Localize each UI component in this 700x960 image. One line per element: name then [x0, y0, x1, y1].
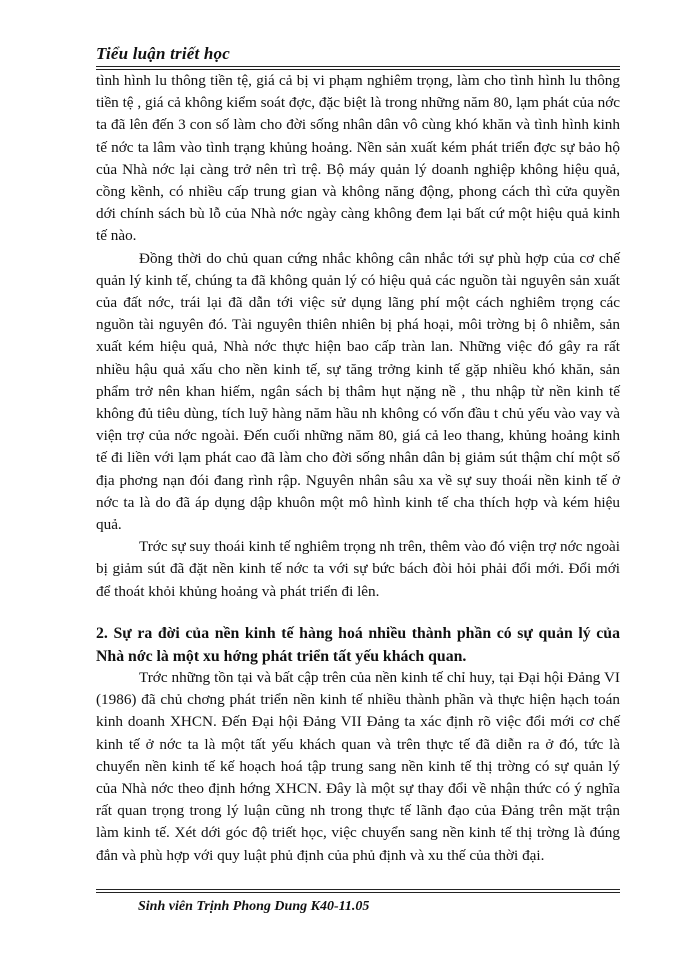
footer-rule-double [96, 892, 620, 893]
paragraph: Trớc sự suy thoái kinh tế nghiêm trọng nh trên, thêm vào đó viện trợ nớc ngoài bị giảm sút đã đặt nền kinh tế nớc ta với sự bức bách đòi hỏi phải đổi mới. Đổi mới để thoát khỏi khủng hoảng và phát triển đi lên. [96, 538, 620, 600]
paragraph: Đồng thời do chủ quan cứng nhắc không cân nhắc tới sự phù hợp của cơ chế quản lý kinh tế, chúng ta đã không quản lý có hiệu quả các nguồn tài nguyên sản xuất của đất nớc, trái lại đã dẫn tới việc sử dụng lãng phí một cách nghiêm trọng các nguồn tài nguyên đó. Tài nguyên thiên nhiên bị phá hoại, môi trờng bị ô nhiễm, sản xuất kém hiệu quả, Nhà nớc thực hiện bao cấp tràn lan. Những việc đó gây ra rất nhiều hậu quả xấu cho nền kinh tế, sự tăng trởng kinh tế gặp nhiều khó khăn, sản phẩm trở nên khan hiếm, ngân sách bị thâm hụt nặng nề , thu nhập từ nền kinh tế không đủ tiêu dùng, tích luỹ hàng năm hầu nh không có vốn đầu t chủ yếu vào vay và viện trợ của nớc ngoài. Đến cuối những năm 80, giá cả leo thang, khủng hoảng kinh tế đi liền với lạm phát cao đã làm cho đời sống nhân dân bị giảm sút thậm chí một số địa phơng nạn đói đang rình rập. Nguyên nhân sâu xa về sự suy thoái nền kinh tế ở nớc ta là do đã áp dụng dập khuôn một mô hình kinh tế cha thích hợp và kém hiệu quả. [96, 249, 620, 534]
paragraph: Trớc những tồn tại và bất cập trên của nền kinh tế chỉ huy, tại Đại hội Đảng VI (1986) đã chủ chơng phát triển nền kinh tế nhiều thành phần và thực hiện hạch toán kinh doanh XHCN. Đến Đại hội Đảng VII Đảng ta xác định rõ việc đổi mới cơ chế kinh tế ở nớc ta là một tất yếu khách quan và trên thực tế đã diễn ra ở đó, tức là chuyển nền kinh tế kế hoạch hoá tập trung sang nền kinh tế thị trờng có sự quản lý của Nhà nớc theo định hớng XHCN. Đây là một sự thay đổi về nhận thức có ý nghĩa rất quan trọng trong lý luận cũng nh trong thực tế lãnh đạo của Đảng trên mặt trận làm kinh tế. Xét dới góc độ triết học, việc chuyển sang nền kinh tế thị trờng là đúng đắn và phù hợp với quy luật phủ định của phủ định và xu thế của thời đại. [96, 669, 620, 864]
footer-rule [96, 889, 620, 890]
footer-text: Sinh viên Trịnh Phong Dung K40-11.05 [138, 899, 370, 914]
section-body-text [96, 667, 620, 867]
paragraph: tình hình lu thông tiền tệ, giá cả bị vi phạm nghiêm trọng, làm cho tình hình lu thông tiền tệ , giá cả không kiểm soát đợc, đặc biệt là trong những năm 80, lạm phát của nớc ta đã lên đến 3 con số làm cho đời sống nhân dân vô cùng khó khăn và tình hình kinh tế nớc ta lâm vào tình trạng khủng hoảng. Nền sản xuất kém phát triển đợc sự bảo hộ của Nhà nớc lại càng trở nên trì trệ. Bộ máy quản lý doanh nghiệp không hiệu quả, cồng kềnh, có nhiều cấp trung gian và không năng động, phong cách thì cửa quyền dới chính sách bù lỗ của Nhà nớc ngày càng không đem lại bất cứ một hiệu quả kinh tế nào. [96, 72, 620, 245]
body-text [96, 70, 620, 603]
header-title: Tiểu luận triết học [96, 44, 230, 63]
header-rule [96, 66, 620, 67]
section-heading: 2. Sự ra đời của nền kinh tế hàng hoá nhiều thành phần có sự quản lý của Nhà nớc là một xu hớng phát triển tất yếu khách quan. [96, 625, 620, 665]
